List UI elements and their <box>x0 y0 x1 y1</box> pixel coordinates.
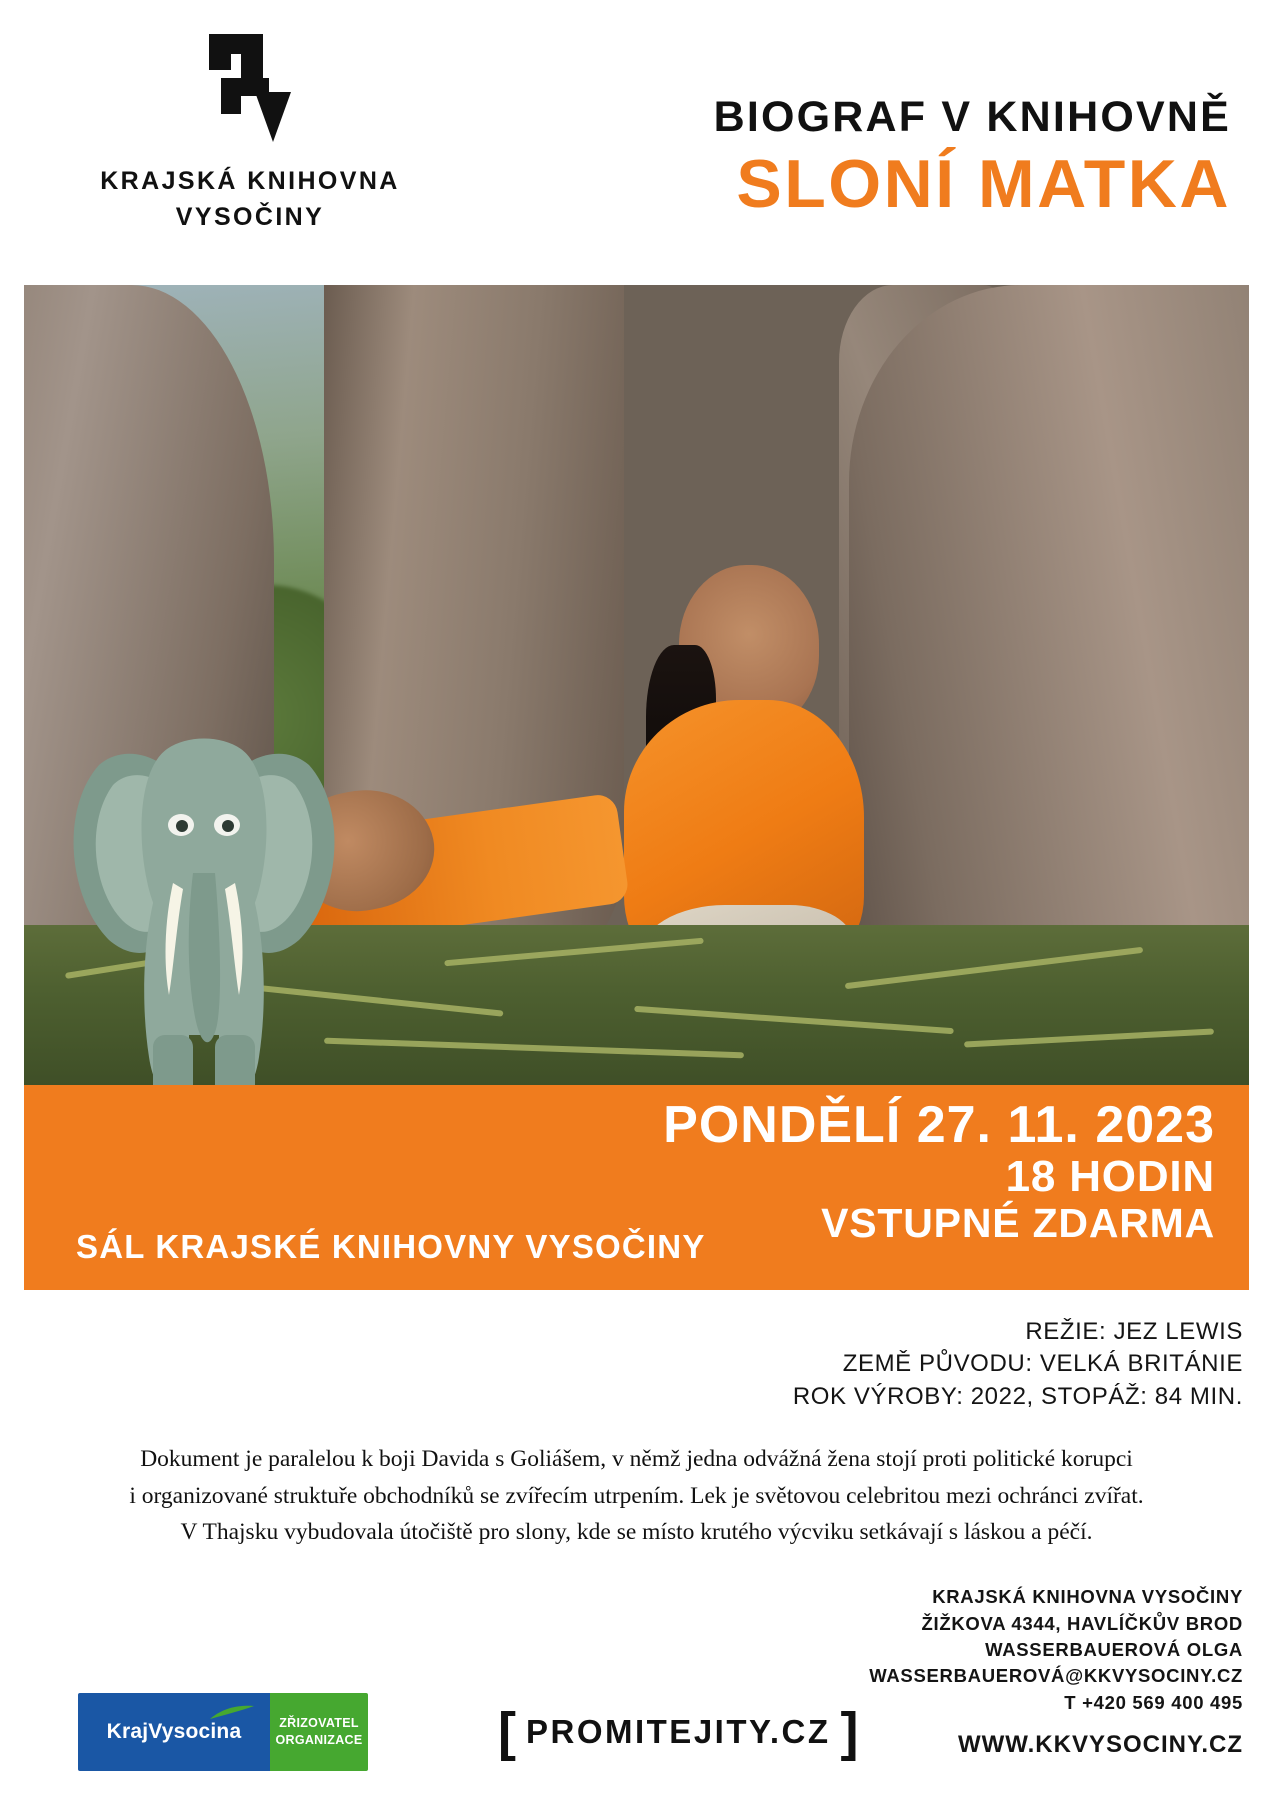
bracket-open-icon: [ <box>498 1702 516 1762</box>
poster-header <box>0 0 1273 285</box>
event-date: PONDĚLÍ 27. 11. 2023 <box>663 1096 1215 1154</box>
contact-person: WASSERBAUEROVÁ OLGA <box>985 1638 1243 1660</box>
event-venue: SÁL KRAJSKÉ KNIHOVNY VYSOČINY <box>76 1228 706 1265</box>
synopsis-line-2: i organizované struktuře obchodníků se zvířecím utrpením. Lek je světovou celebritou mezi ochránci zvířat. <box>129 1482 1144 1509</box>
footer-logos <box>0 1683 1273 1778</box>
promitejity-name: PROMITEJITY.CZ <box>525 1713 831 1750</box>
library-name-line2: VYSOČINY <box>175 203 325 232</box>
founder-badge <box>270 1693 368 1771</box>
contact-website[interactable]: WWW.KKVYSOCINY.CZ <box>958 1730 1243 1758</box>
event-details-bar <box>24 1085 1249 1290</box>
kraj-logo-prefix: Kraj <box>106 1720 149 1743</box>
kraj-vysocina-logo-main <box>78 1693 270 1771</box>
krajska-knihovna-vysociny-logo-icon <box>195 30 305 145</box>
event-kicker: BIOGRAF V KNIHOVNĚ <box>713 93 1231 141</box>
kraj-logo-bold: Vysocina <box>148 1720 242 1743</box>
promitejity-logo[interactable] <box>498 1702 859 1762</box>
bracket-close-icon: ] <box>840 1702 859 1762</box>
library-name-line1: KRAJSKÁ KNIHOVNA <box>100 167 400 195</box>
founder-line-1: ZŘIZOVATEL <box>279 1716 359 1731</box>
event-when <box>663 1097 1215 1245</box>
swoosh-icon <box>210 1705 254 1721</box>
contact-org: KRAJSKÁ KNIHOVNA VYSOČINY <box>932 1586 1243 1608</box>
kraj-vysocina-logo-text <box>107 1720 242 1744</box>
film-title: SLONÍ MATKA <box>736 146 1231 222</box>
library-brand <box>60 30 440 236</box>
kraj-vysocina-logo <box>78 1693 368 1771</box>
event-time: 18 HODIN <box>1005 1152 1215 1202</box>
film-synopsis <box>40 1441 1233 1550</box>
film-still-photo <box>24 285 1249 1085</box>
title-block <box>713 93 1231 222</box>
contact-address: ŽIŽKOVA 4344, HAVLÍČKŮV BROD <box>921 1612 1243 1634</box>
synopsis-line-1: Dokument je paralelou k boji Davida s Goliášem, v němž jedna odvážná žena stojí proti politické korupci <box>140 1446 1133 1473</box>
cartoon-elephant-icon <box>69 705 339 1085</box>
founder-line-2: ORGANIZACE <box>275 1733 363 1747</box>
film-credits <box>0 1316 1243 1413</box>
film-year-length: ROK VÝROBY: 2022, STOPÁŽ: 84 MIN. <box>792 1382 1243 1410</box>
film-director: REŽIE: JEZ LEWIS <box>1025 1318 1243 1345</box>
contact-email[interactable]: WASSERBAUEROVÁ@KKVYSOCINY.CZ <box>869 1665 1243 1687</box>
synopsis-line-3: V Thajsku vybudovala útočiště pro slony, kde se místo krutého výcviku setkávají s láskou a péčí. <box>180 1519 1093 1546</box>
contact-phone: T +420 569 400 495 <box>1064 1691 1243 1713</box>
event-admission: VSTUPNÉ ZDARMA <box>821 1199 1215 1246</box>
film-country: ZEMĚ PŮVODU: VELKÁ BRITÁNIE <box>842 1350 1243 1378</box>
